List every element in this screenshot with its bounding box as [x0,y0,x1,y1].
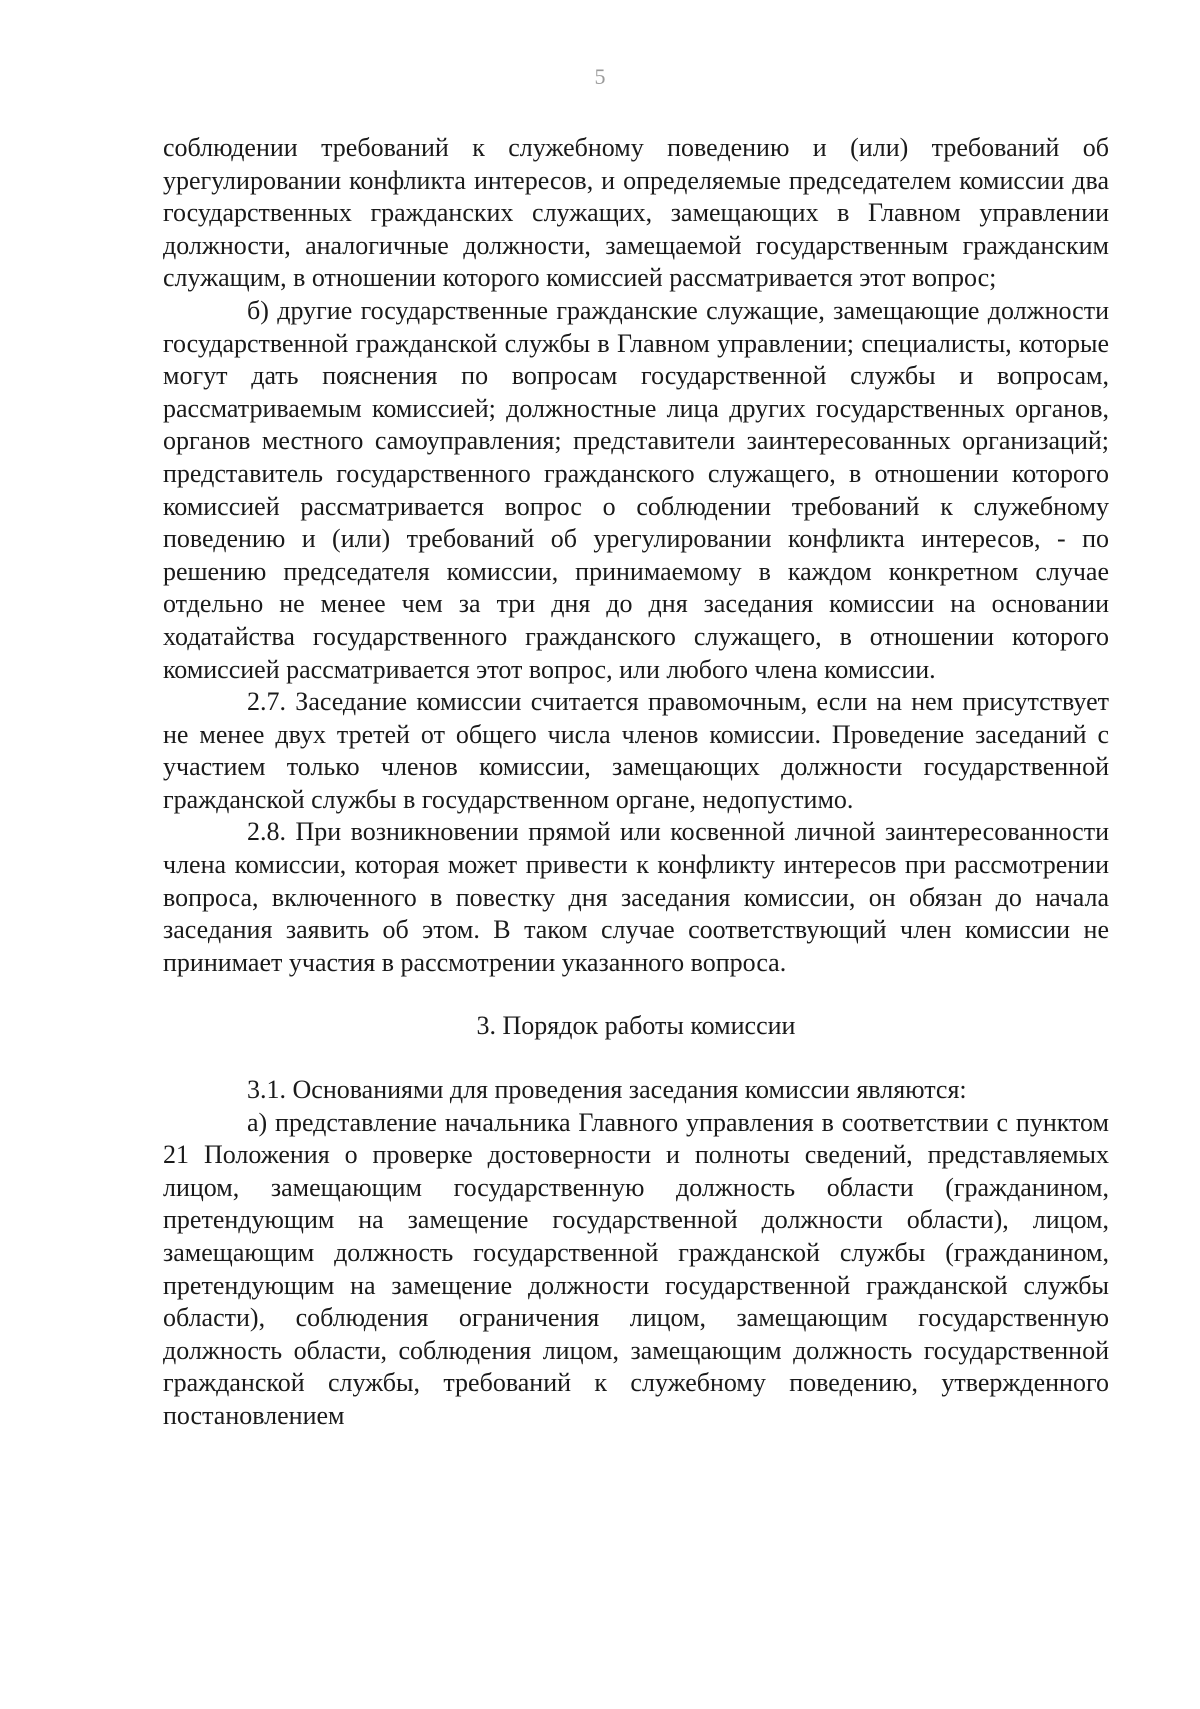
paragraph-2-8: 2.8. При возникновении прямой или косвенной личной заинтересованности члена комиссии, которая может привести к конфликту интересов при рассмотрении вопроса, включенного в повестку дня заседания комиссии, он обязан до начала заседания заявить об этом. В таком случае соответствующий член комиссии не принимает участия в рассмотрении указанного вопроса. [163,817,1109,977]
paragraph-3-1: 3.1. Основаниями для проведения заседания комиссии являются: [247,1075,967,1105]
paragraph-item-b: б) другие государственные гражданские служащие, замещающие должности государственной гражданской службы в Главном управлении; специалисты, которые могут дать пояснения по вопросам государственной службы и вопросам, рассматриваемым комиссией; должностные лица других государственных органов, органов местного самоуправления; представители заинтересованных организаций; представитель государственного гражданского служащего, в отношении которого комиссией рассматривается вопрос о соблюдении требований к служебному поведению и (или) требований об урегулировании конфликта интересов, - по решению председателя комиссии, принимаемому в каждом конкретном случае отдельно не менее чем за три дня до дня заседания комиссии на основании ходатайства государственного гражданского служащего, в отношении которого комиссией рассматривается этот вопрос, или любого члена комиссии. [163,295,1109,684]
paragraph-item-a: а) представление начальника Главного управления в соответствии с пунктом 21 Положения о проверке достоверности и полноты сведений, представляемых лицом, замещающим государственную должность области (гражданином, претендующим на замещение государственной должности области), лицом, замещающим должность государственной гражданской службы (гражданином, претендующим на замещение должности государственной гражданской службы области), соблюдения ограничения лицом, замещающим государственную должность области, соблюдения лицом, замещающим должность государственной гражданской службы, требований к служебному поведению, утвержденного постановлением [163,1107,1109,1430]
paragraph-2-7: 2.7. Заседание комиссии считается правомочным, если на нем присутствует не менее двух третей от общего числа членов комиссии. Проведение заседаний с участием только членов комиссии, замещающих должности государственной гражданской службы в государственном органе, недопустимо. [163,687,1109,814]
page-number: 5 [594,64,606,89]
paragraph-continuation: соблюдении требований к служебному поведению и (или) требований об урегулировании конфликта интересов, и определяемые председателем комиссии два государственных гражданских служащих, замещающих в Главном управлении должности, аналогичные должности, замещаемой государственным гражданским служащим, в отношении которого комиссией рассматривается этот вопрос; [163,133,1109,293]
document-body [163,132,1109,1433]
section-heading: 3. Порядок работы комиссии [476,1011,796,1041]
